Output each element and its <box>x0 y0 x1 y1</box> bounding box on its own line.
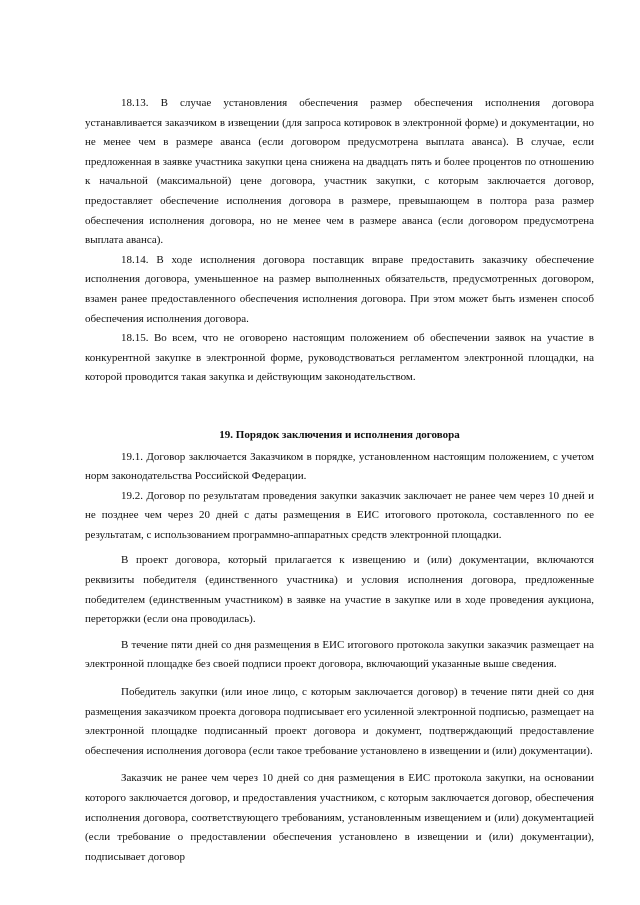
paragraph-18-15: 18.15. Во всем, что не оговорено настоящим положением об обеспечении заявок на участие в конкурентной закупке в электронной форме, руководствоваться регламентом электронной площадки, на которой проводится такая закупка и действующим законодательством. <box>85 332 594 384</box>
paragraph-customer-signs: Заказчик не ранее чем через 10 дней со дня размещения в ЕИС протокола закупки, на основании которого заключается договор, и предоставления участником, с которым заключается договор, обеспечения исполнения договора, соответствующего требованиям, установленным извещением и (или) документацией (если требование о предоставлении обеспечения установлено в извещении и (или) документации), подписывает договор <box>85 772 594 863</box>
paragraph-18-14: 18.14. В ходе исполнения договора поставщик вправе предоставить заказчику обеспечение исполнения договора, уменьшенное на размер выполненных обязательств, предусмотренных договором, взамен ранее предоставленного обеспечения исполнения договора. При этом может быть изменен способ обеспечения исполнения договора. <box>85 253 594 325</box>
paragraph-18-13: 18.13. В случае установления обеспечения размер обеспечения исполнения договора устанавливается заказчиком в извещении (для запроса котировок в электронной форме) и документации, но не менее чем в размере аванса (если договором предусмотрена выплата аванса). В случае, если предложенная в заявке участника закупки цена снижена на двадцать пять и более процентов по отношению к начальной (максимальной) цене договора, участник закупки, с которым заключается договор, предоставляет обеспечение исполнения договора в размере, превышающем в полтора раза размер обеспечения исполнения договора, но не менее чем в размере аванса (если договором предусмотрена выплата аванса). <box>85 97 594 247</box>
paragraph-19-1: 19.1. Договор заключается Заказчиком в порядке, установленном настоящим положением, с учетом норм законодательства Российской Федерации. <box>85 450 594 483</box>
paragraph-winner: Победитель закупки (или иное лицо, с которым заключается договор) в течение пяти дней со дня размещения заказчиком проекта договора подписывает его усиленной электронной подписью, размещает на электронной площадке подписанный проект договора и документ, подтверждающий предоставление обеспечения исполнения договора (если такое требование установлено в извещении и (или) документации). <box>85 686 594 757</box>
paragraph-five-days: В течение пяти дней со дня размещения в ЕИС итогового протокола закупки заказчик размещает на электронной площадке без своей подписи проект договора, включающий указанные выше сведения. <box>85 638 594 671</box>
paragraph-contract-project: В проект договора, который прилагается к извещению и (или) документации, включаются реквизиты победителя (единственного участника) и условия исполнения договора, предложенные победителем (единственным участником) в заявке на участие в закупке или в ходе проведения аукциона, переторжки (если она проводилась). <box>85 554 594 626</box>
section-heading-19: 19. Порядок заключения и исполнения договора <box>219 428 460 441</box>
paragraph-19-2: 19.2. Договор по результатам проведения закупки заказчик заключает не ранее чем через 10 дней и не позднее чем через 20 дней с даты размещения в ЕИС итогового протокола, составленного по ее результатам, с использованием программно-аппаратных средств электронной площадки. <box>85 489 594 541</box>
